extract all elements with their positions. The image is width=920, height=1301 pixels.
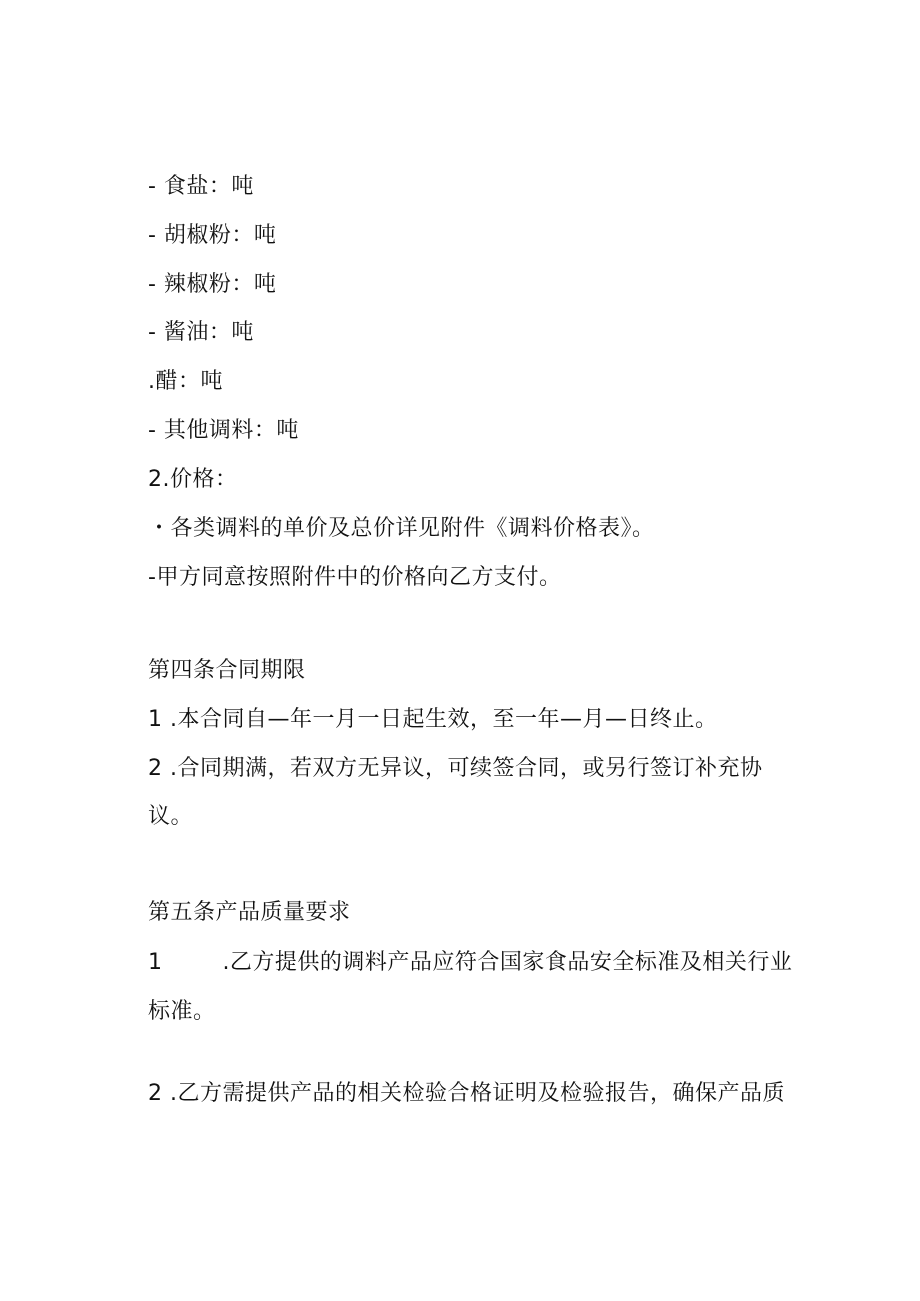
item-soy-sauce: - 酱油：吨 (148, 320, 254, 345)
item-pepper: - 胡椒粉：吨 (148, 223, 277, 248)
item-other: - 其他调料：吨 (148, 418, 299, 443)
article-4-clause-2-cont: 议。 (148, 804, 194, 829)
price-clause-1: ・各类调料的单价及总价详见附件《调料价格表》。 (148, 516, 655, 541)
article-5-clause-1: 1 .乙方提供的调料产品应符合国家食品安全标准及相关行业 (148, 950, 793, 975)
article-5-clause-1-cont: 标准。 (148, 999, 216, 1024)
item-vinegar: .醋：吨 (148, 369, 223, 394)
item-chili: - 辣椒粉：吨 (148, 272, 277, 297)
article-4-heading: 第四条合同期限 (148, 658, 306, 683)
item-salt: - 食盐：吨 (148, 174, 254, 199)
price-heading: 2.价格： (148, 467, 238, 492)
article-4-clause-2: 2 .合同期满，若双方无异议，可续签合同，或另行签订补充协 (148, 756, 763, 781)
article-5-heading: 第五条产品质量要求 (148, 900, 351, 925)
article-4-clause-1: 1 .本合同自—年一月一日起生效，至一年—月—日终止。 (148, 707, 718, 732)
article-5-clause-2: 2 .乙方需提供产品的相关检验合格证明及检验报告，确保产品质 (148, 1081, 785, 1106)
price-clause-2: -甲方同意按照附件中的价格向乙方支付。 (148, 565, 562, 590)
